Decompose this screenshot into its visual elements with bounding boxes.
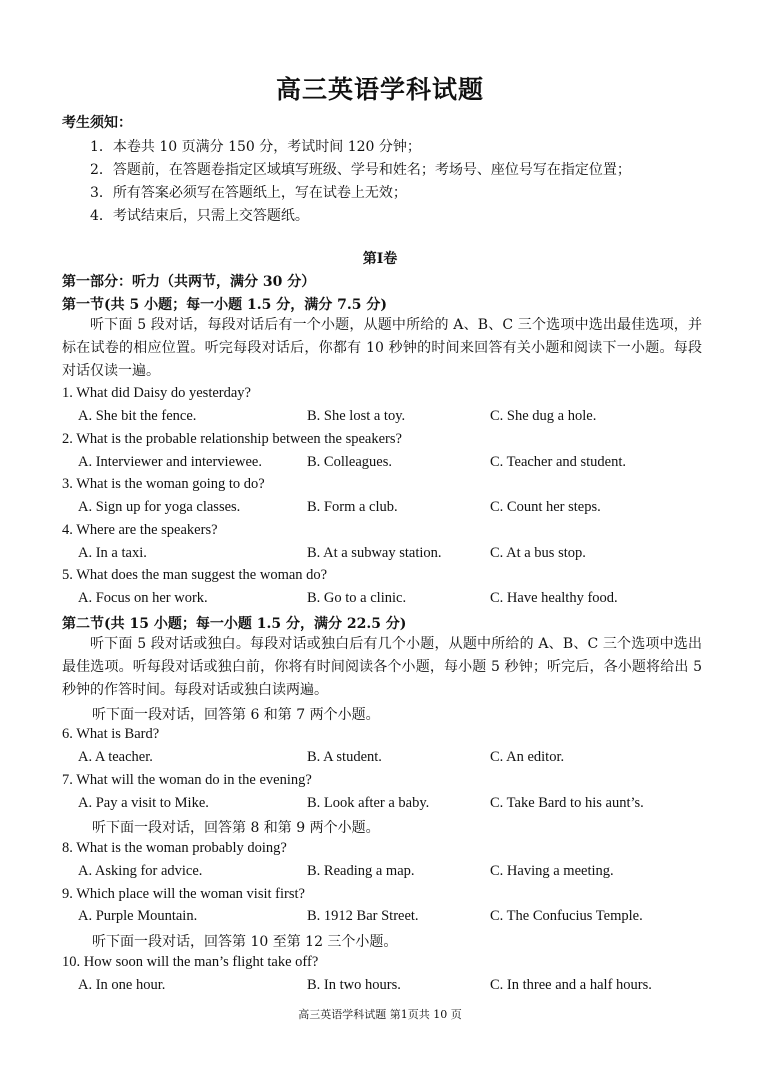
option-b: B. Reading a map.	[307, 863, 415, 879]
option-b: B. In two hours.	[307, 977, 401, 993]
option-a: A. Focus on her work.	[78, 590, 208, 606]
option-a: A. Sign up for yoga classes.	[78, 499, 241, 515]
option-b: B. A student.	[307, 749, 382, 765]
listening-instruction: 听下面一段对话，回答第 8 和第 9 两个小题。	[92, 820, 380, 836]
option-c: C. At a bus stop.	[490, 545, 586, 561]
question: 2. What is the probable relationship between the speakers?	[62, 431, 402, 447]
page-title: 高三英语学科试题	[275, 75, 484, 104]
question: 1. What did Daisy do yesterday?	[62, 385, 251, 401]
section-directions: 听下面 5 段对话，每段对话后有一个小题，从题中所给的 A、B、C 三个选项中选出最佳选项，并标在试卷的相应位置。听完每段对话后，你都有 10 秒钟的时间来回答有关小题和阅读下一小题。每段对话仅读一遍。	[62, 317, 702, 379]
notice-item: 3．所有答案必须写在答题纸上，写在试卷上无效；	[90, 185, 407, 201]
question: 7. What will the woman do in the evening?	[62, 772, 312, 788]
option-b: B. At a subway station.	[307, 545, 442, 561]
option-b: B. Form a club.	[307, 499, 398, 515]
part-heading: 第一部分：听力（共两节，满分 30 分）	[62, 274, 316, 290]
option-c: C. Take Bard to his aunt’s.	[490, 795, 644, 811]
option-c: C. An editor.	[490, 749, 565, 765]
section-heading: 第二节(共 15 小题；每一小题 1.5 分，满分 22.5 分)	[62, 616, 407, 632]
listening-instruction: 听下面一段对话，回答第 10 至第 12 三个小题。	[92, 934, 398, 950]
option-c: C. Count her steps.	[490, 499, 601, 515]
section-directions: 听下面 5 段对话或独白。每段对话或独白后有几个小题，从题中所给的 A、B、C 三个选项中选出最佳选项。听每段对话或独白前，你将有时间阅读各个小题，每小题 5 秒钟；听完后，各小题将给出 5 秒钟的作答时间。每段对话或独白读两遍。	[62, 636, 702, 698]
option-a: A. Purple Mountain.	[78, 908, 198, 924]
question: 8. What is the woman probably doing?	[62, 840, 287, 856]
notice-item: 1．本卷共 10 页满分 150 分，考试时间 120 分钟；	[90, 139, 421, 155]
option-b: B. 1912 Bar Street.	[307, 908, 419, 924]
volume-heading: 第Ⅰ卷	[362, 251, 398, 267]
option-c: C. Teacher and student.	[490, 454, 627, 470]
option-c: C. Have healthy food.	[490, 590, 618, 606]
option-a: A. Asking for advice.	[78, 863, 203, 879]
option-a: A. Interviewer and interviewee.	[78, 454, 262, 470]
option-a: A. In a taxi.	[78, 545, 147, 561]
option-a: A. She bit the fence.	[78, 408, 197, 424]
page-footer: 高三英语学科试题 第1页共 10 页	[298, 1008, 462, 1021]
option-b: B. Colleagues.	[307, 454, 392, 470]
option-b: B. Look after a baby.	[307, 795, 430, 811]
option-a: A. In one hour.	[78, 977, 166, 993]
question: 10. How soon will the man’s flight take off?	[62, 954, 319, 970]
option-c: C. The Confucius Temple.	[490, 908, 643, 924]
section-heading: 第一节(共 5 小题；每一小题 1.5 分，满分 7.5 分)	[62, 297, 387, 313]
option-c: C. She dug a hole.	[490, 408, 597, 424]
notice-item: 2．答题前，在答题卷指定区域填写班级、学号和姓名；考场号、座位号写在指定位置；	[90, 162, 631, 178]
option-a: A. A teacher.	[78, 749, 153, 765]
option-b: B. Go to a clinic.	[307, 590, 407, 606]
notice-heading: 考生须知：	[62, 115, 132, 131]
question: 9. Which place will the woman visit first?	[62, 886, 305, 902]
question: 4. Where are the speakers?	[62, 522, 218, 538]
option-b: B. She lost a toy.	[307, 408, 406, 424]
notice-item: 4．考试结束后，只需上交答题纸。	[90, 208, 309, 224]
option-c: C. Having a meeting.	[490, 863, 614, 879]
question: 3. What is the woman going to do?	[62, 476, 265, 492]
listening-instruction: 听下面一段对话，回答第 6 和第 7 两个小题。	[92, 707, 380, 723]
option-a: A. Pay a visit to Mike.	[78, 795, 209, 811]
option-c: C. In three and a half hours.	[490, 977, 652, 993]
question: 5. What does the man suggest the woman do?	[62, 567, 328, 583]
question: 6. What is Bard?	[62, 726, 160, 742]
